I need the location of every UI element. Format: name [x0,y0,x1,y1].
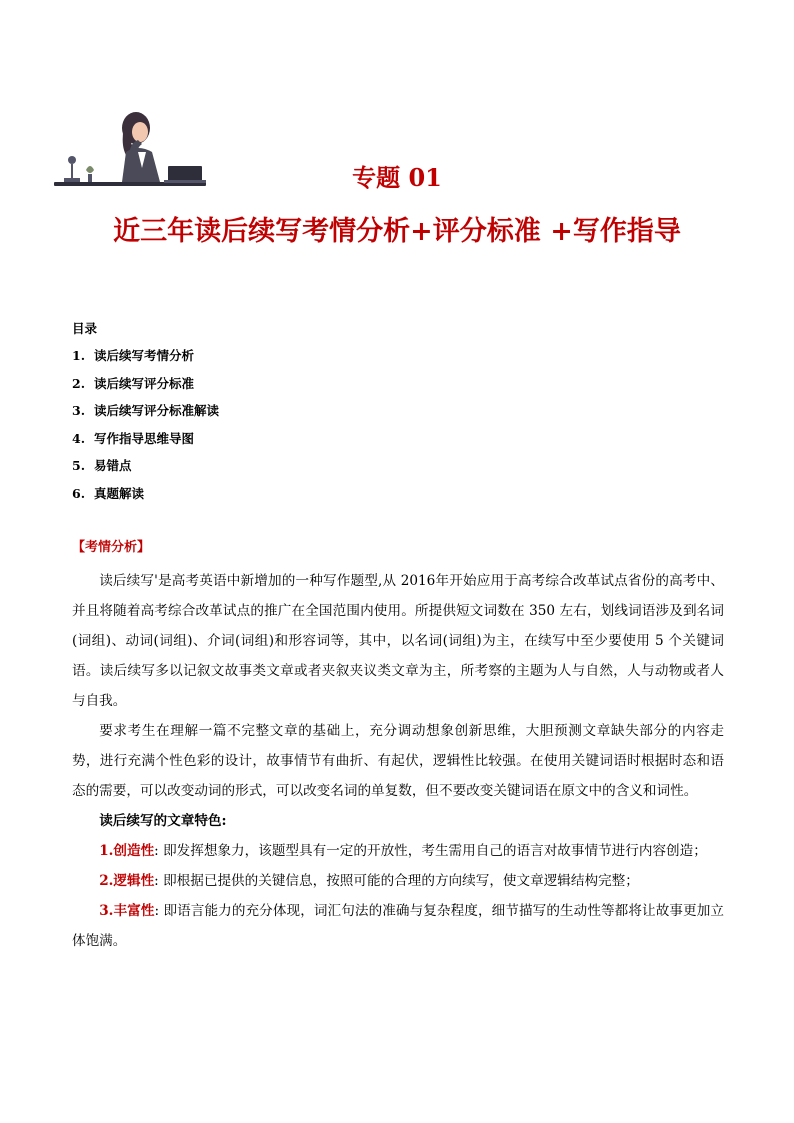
toc-item-number: 6. [72,485,86,501]
analysis-body [72,566,724,956]
features-heading: 读后续写的文章特色: [99,813,227,829]
toc-item [72,485,219,503]
table-of-contents [72,320,219,512]
toc-item-label: 写作指导思维导图 [94,430,195,446]
feature-text: : 即发挥想象力，该题型具有一定的开放性，考生需用自己的语言对故事情节进行内容创造； [154,843,707,859]
toc-item-number: 4. [72,430,86,446]
toc-item-number: 2. [72,375,86,391]
toc-item-label: 真题解读 [94,485,145,501]
toc-item [72,402,219,420]
feature-label: 1.创造性 [99,843,155,859]
toc-item-label: 读后续写考情分析 [94,348,195,363]
paragraph: 要求考生在理解一篇不完整文章的基础上，充分调动想象创新思维，大胆预测文章缺失部分的内容走势，进行充满个性色彩的设计，故事情节有曲折、有起伏，逻辑性比较强。在使用关键词语时根据时态和语态的需要，可以改变动词的形式，可以改变名词的单复数，但不要改变关键词语在原文中的含义和词性。 [72,723,724,799]
section-tag: 【考情分析】 [72,540,151,555]
feature-label: 2.逻辑性 [99,873,155,889]
feature-item [72,836,724,866]
toc-item-number: 5. [72,458,86,473]
feature-item [72,866,724,896]
toc-item [72,375,219,393]
toc-heading: 目录 [72,321,98,336]
feature-text: : 即语言能力的充分体现，词汇句法的准确与复杂程度，细节描写的生动性等都将让故事更加立体饱满。 [72,903,724,949]
toc-item [72,347,219,365]
feature-label: 3.丰富性 [99,903,155,919]
feature-text: : 即根据已提供的关键信息，按照可能的合理的方向续写，使文章逻辑结构完整； [154,873,639,889]
toc-item [72,457,219,475]
page-title: 近三年读后续写考情分析+评分标准 +写作指导 [113,216,681,247]
feature-item [72,896,724,956]
title-block [0,160,794,252]
toc-item-number: 3. [72,403,86,418]
toc-item-label: 读后续写评分标准 [94,375,195,391]
toc-item [72,430,219,448]
toc-item-label: 读后续写评分标准解读 [94,403,220,418]
paragraph: 读后续写'是高考英语中新增加的一种写作题型,从 2016年开始应用于高考综合改革试点省份的高考中、并且将随着高考综合改革试点的推广在全国范围内使用。所提供短文词数在 350 左右，划线词语涉及到名词(词组)、动词(词组)、介词(词组)和形容词等，其中，以名词(词组)为主，在续写中至少要使用 5 个关键词语。读后续写多以记叙文故事类文章或者夹叙夹议类文章为主，所考察的主题为人与自然，人与动物或者人与自我。 [72,573,724,709]
toc-item-number: 1. [72,348,86,363]
toc-item-label: 易错点 [94,458,132,473]
topic-number-title: 专题 01 [352,163,442,192]
